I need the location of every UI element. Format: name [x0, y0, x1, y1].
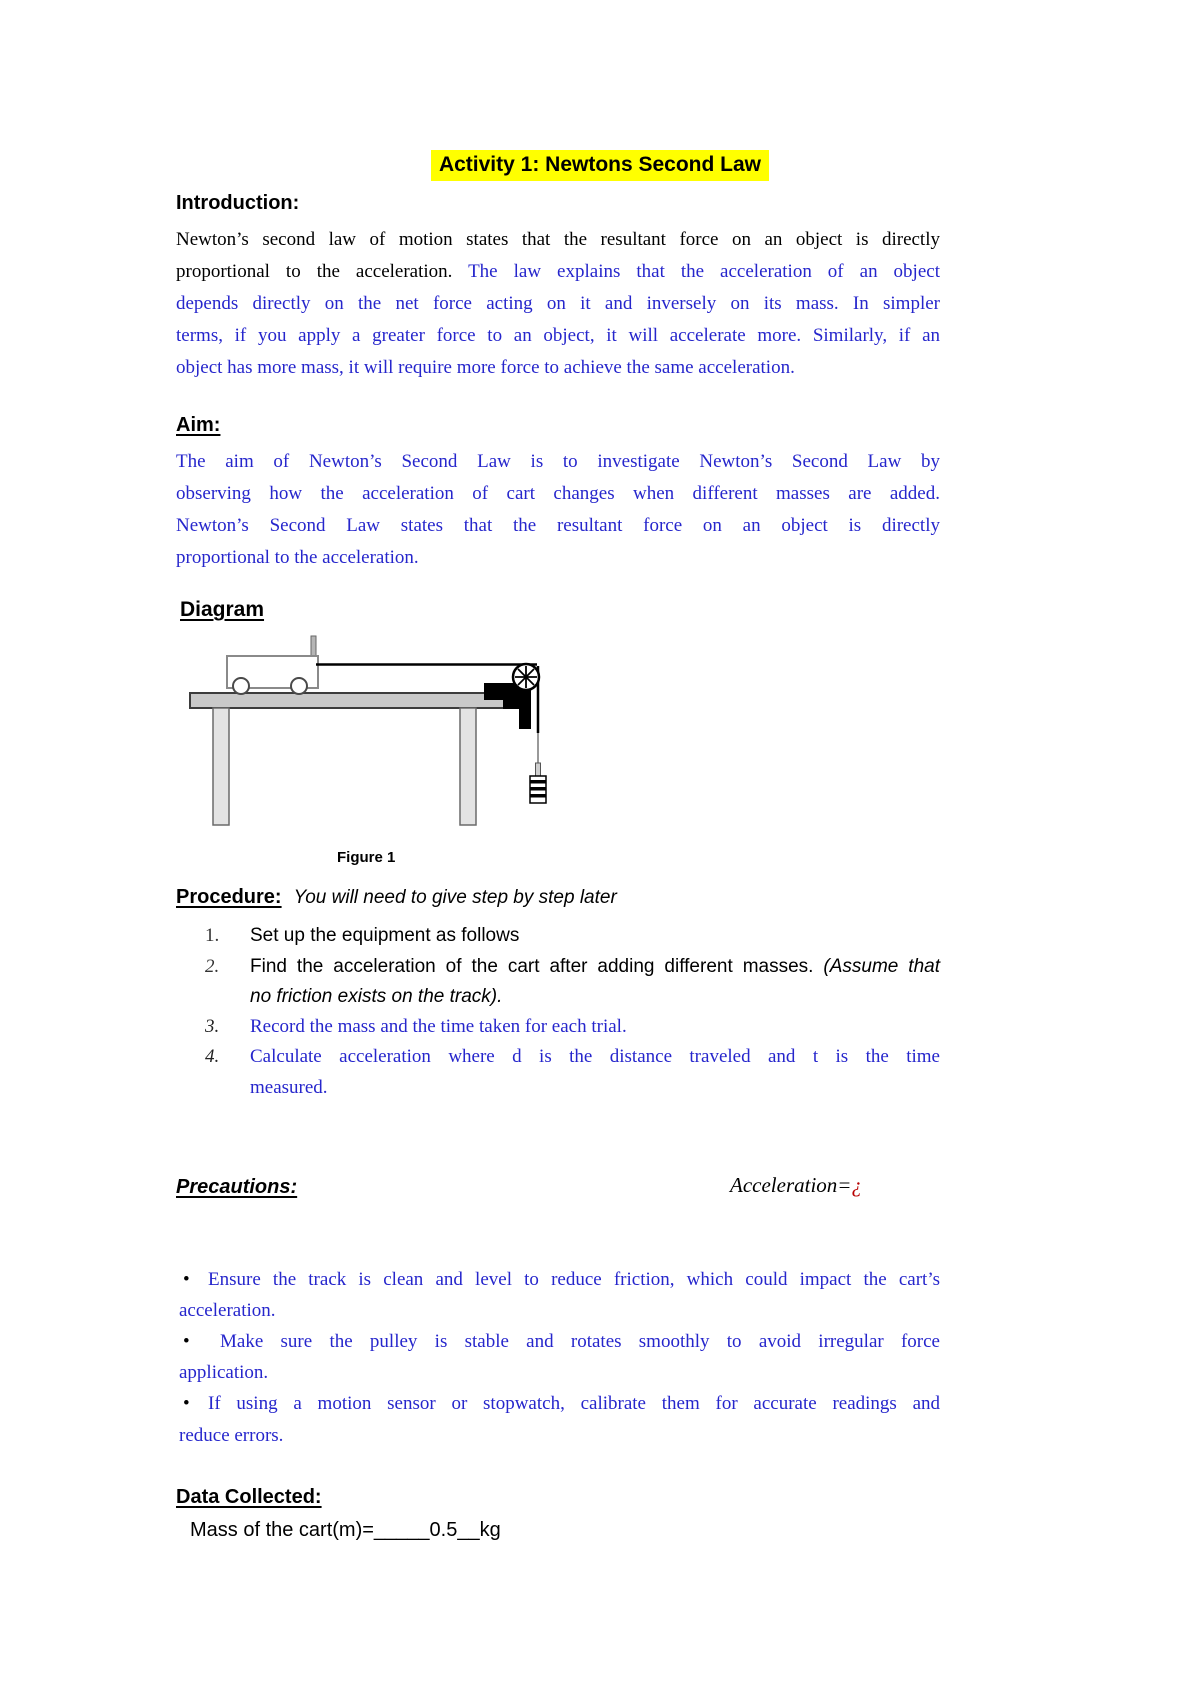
mass-of-cart-line: Mass of the cart(m)=_____0.5__kg	[190, 1519, 501, 1541]
bullet-glyph: •	[183, 1331, 190, 1352]
mass-hook	[536, 763, 541, 776]
intro-line2-blue: The law explains that the acceleration of an object	[468, 261, 940, 282]
bullet-text: acceleration.	[179, 1300, 276, 1321]
bullet-text: reduce errors.	[179, 1425, 284, 1446]
formula-lhs: Acceleration	[730, 1173, 838, 1197]
precaution-bullet-3-wrap	[0, 1420, 1200, 1451]
procedure-heading-row	[176, 886, 617, 909]
procedure-item-4-wrap	[0, 1072, 1200, 1103]
text-line	[176, 224, 940, 256]
aim-paragraph	[176, 446, 940, 574]
item-text	[250, 951, 940, 982]
bullet-glyph: •	[183, 1393, 190, 1414]
mass-stripe	[530, 794, 546, 798]
text-line: observing how the acceleration of cart changes when different masses are added.	[176, 483, 940, 504]
title-row	[0, 153, 1200, 177]
bracket-post	[519, 708, 531, 729]
precaution-bullet-2-wrap	[0, 1357, 1200, 1388]
apparatus-diagram-svg	[180, 630, 560, 835]
table-leg-right	[460, 708, 476, 825]
intro-line1-black: Newton’s second law of motion states that the resultant force on an object is directly	[176, 229, 940, 250]
bullet-text: If using a motion sensor or stopwatch, calibrate them for accurate readings and	[208, 1393, 940, 1414]
item-number: 2.	[205, 956, 220, 977]
precaution-bullet-1	[0, 1264, 1200, 1295]
cart-wheel-right	[291, 678, 307, 694]
bullet-text: Make sure the pulley is stable and rotates smoothly to avoid irregular force	[220, 1331, 940, 1352]
introduction-heading: Introduction:	[176, 192, 300, 214]
procedure-item-2-wrap	[0, 981, 1200, 1012]
text-line: object has more mass, it will require more force to achieve the same acceleration.	[176, 357, 795, 378]
aim-heading: Aim:	[176, 414, 221, 436]
item2-plain: Find the acceleration of the cart after adding different masses.	[250, 956, 824, 977]
text-line: The aim of Newton’s Second Law is to investigate Newton’s Second Law by	[176, 451, 940, 472]
precautions-heading: Precautions:	[176, 1176, 298, 1198]
item-text: Calculate acceleration where d is the distance traveled and t is the time	[250, 1046, 940, 1067]
item-text: no friction exists on the track).	[250, 986, 503, 1007]
intro-line2-black: proportional to the acceleration.	[176, 261, 469, 282]
hanging-mass	[530, 763, 546, 803]
text-line: Newton’s Second Law states that the resultant force on an object is directly	[176, 515, 940, 536]
item-number: 3.	[205, 1016, 220, 1037]
text-line: depends directly on the net force acting on it and inversely on its mass. In simpler	[176, 293, 940, 314]
data-collected-heading: Data Collected:	[176, 1486, 322, 1508]
table-leg-left	[213, 708, 229, 825]
apparatus-figure	[180, 630, 560, 835]
procedure-item-3	[0, 1011, 1200, 1042]
bullet-glyph: •	[183, 1269, 190, 1290]
pulley	[513, 664, 539, 690]
page-title: Activity 1: Newtons Second Law	[431, 150, 769, 181]
mass-stripe	[530, 780, 546, 784]
table	[190, 693, 505, 825]
procedure-note: You will need to give step by step later	[293, 887, 617, 908]
table-top	[190, 693, 505, 708]
diagram-heading: Diagram	[180, 598, 265, 621]
acceleration-formula	[730, 1173, 862, 1198]
procedure-item-2	[0, 951, 1200, 982]
cart-wheel-left	[233, 678, 249, 694]
text-line: proportional to the acceleration.	[176, 547, 419, 568]
precaution-bullet-3	[0, 1388, 1200, 1419]
figure-caption: Figure 1	[337, 849, 396, 866]
procedure-item-4	[0, 1041, 1200, 1072]
item-text: Set up the equipment as follows	[250, 925, 520, 946]
cart	[227, 636, 318, 694]
precaution-bullet-1-wrap	[0, 1295, 1200, 1326]
introduction-paragraph	[176, 224, 940, 384]
item2-italic: (Assume that	[823, 956, 940, 977]
bullet-text: application.	[179, 1362, 269, 1383]
precaution-bullet-2	[0, 1326, 1200, 1357]
mass-stripe	[530, 787, 546, 791]
item-text: measured.	[250, 1077, 328, 1098]
text-line	[176, 256, 940, 288]
item-text: Record the mass and the time taken for each trial.	[250, 1016, 627, 1037]
item-number: 4.	[205, 1046, 220, 1067]
text-line: terms, if you apply a greater force to an object, it will accelerate more. Similarly, if an	[176, 325, 940, 346]
item-number: 1.	[205, 925, 220, 946]
bullet-text: Ensure the track is clean and level to reduce friction, which could impact the cart’s	[208, 1269, 940, 1290]
procedure-heading: Procedure:	[176, 886, 282, 908]
formula-unknown-mark: ¿	[851, 1173, 862, 1197]
procedure-item-1	[0, 920, 1200, 951]
formula-equals: =	[837, 1173, 852, 1197]
